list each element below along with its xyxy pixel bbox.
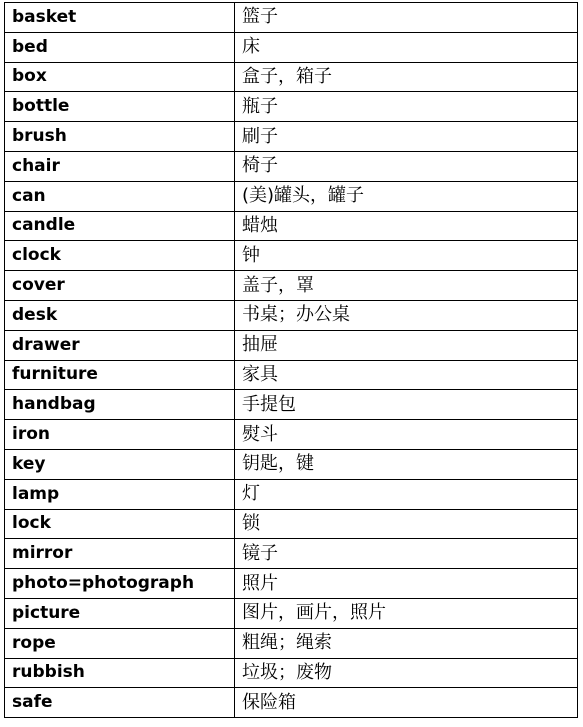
english-word-cell: clock: [5, 241, 235, 271]
table-row: [5, 569, 578, 599]
table-row: [5, 628, 578, 658]
table-row: [5, 688, 578, 718]
english-word-cell: brush: [5, 122, 235, 152]
table-row: [5, 92, 578, 122]
table-row: [5, 32, 578, 62]
chinese-meaning-cell: 灯: [235, 479, 578, 509]
english-word-cell: chair: [5, 151, 235, 181]
english-word-cell: lamp: [5, 479, 235, 509]
english-word-cell: photo=photograph: [5, 569, 235, 599]
chinese-meaning-cell: 照片: [235, 569, 578, 599]
table-row: [5, 360, 578, 390]
chinese-meaning-cell: 刷子: [235, 122, 578, 152]
vocabulary-table-body: [5, 3, 578, 718]
chinese-meaning-cell: 镜子: [235, 539, 578, 569]
english-word-cell: picture: [5, 598, 235, 628]
chinese-meaning-cell: 图片，画片，照片: [235, 598, 578, 628]
chinese-meaning-cell: 盖子，罩: [235, 271, 578, 301]
table-row: [5, 449, 578, 479]
chinese-meaning-cell: 垃圾；废物: [235, 658, 578, 688]
english-word-cell: cover: [5, 271, 235, 301]
table-row: [5, 598, 578, 628]
english-word-cell: furniture: [5, 360, 235, 390]
chinese-meaning-cell: 钥匙，键: [235, 449, 578, 479]
chinese-meaning-cell: 盒子，箱子: [235, 62, 578, 92]
table-row: [5, 241, 578, 271]
vocabulary-table: [4, 2, 578, 718]
english-word-cell: lock: [5, 509, 235, 539]
chinese-meaning-cell: 书桌；办公桌: [235, 300, 578, 330]
table-row: [5, 271, 578, 301]
chinese-meaning-cell: 保险箱: [235, 688, 578, 718]
english-word-cell: bed: [5, 32, 235, 62]
english-word-cell: can: [5, 181, 235, 211]
table-row: [5, 3, 578, 33]
chinese-meaning-cell: 椅子: [235, 151, 578, 181]
table-row: [5, 479, 578, 509]
english-word-cell: handbag: [5, 390, 235, 420]
english-word-cell: iron: [5, 420, 235, 450]
english-word-cell: candle: [5, 211, 235, 241]
chinese-meaning-cell: 熨斗: [235, 420, 578, 450]
english-word-cell: bottle: [5, 92, 235, 122]
table-row: [5, 420, 578, 450]
english-word-cell: key: [5, 449, 235, 479]
chinese-meaning-cell: 家具: [235, 360, 578, 390]
english-word-cell: safe: [5, 688, 235, 718]
chinese-meaning-cell: 床: [235, 32, 578, 62]
table-row: [5, 330, 578, 360]
chinese-meaning-cell: 手提包: [235, 390, 578, 420]
chinese-meaning-cell: 瓶子: [235, 92, 578, 122]
english-word-cell: desk: [5, 300, 235, 330]
english-word-cell: rubbish: [5, 658, 235, 688]
table-row: [5, 122, 578, 152]
chinese-meaning-cell: 粗绳；绳索: [235, 628, 578, 658]
table-row: [5, 151, 578, 181]
table-row: [5, 390, 578, 420]
english-word-cell: basket: [5, 3, 235, 33]
english-word-cell: mirror: [5, 539, 235, 569]
chinese-meaning-cell: (美)罐头，罐子: [235, 181, 578, 211]
chinese-meaning-cell: 蜡烛: [235, 211, 578, 241]
table-row: [5, 300, 578, 330]
table-row: [5, 658, 578, 688]
table-row: [5, 211, 578, 241]
chinese-meaning-cell: 钟: [235, 241, 578, 271]
chinese-meaning-cell: 锁: [235, 509, 578, 539]
chinese-meaning-cell: 抽屉: [235, 330, 578, 360]
chinese-meaning-cell: 篮子: [235, 3, 578, 33]
english-word-cell: box: [5, 62, 235, 92]
table-row: [5, 62, 578, 92]
english-word-cell: drawer: [5, 330, 235, 360]
table-row: [5, 539, 578, 569]
table-row: [5, 509, 578, 539]
table-row: [5, 181, 578, 211]
english-word-cell: rope: [5, 628, 235, 658]
